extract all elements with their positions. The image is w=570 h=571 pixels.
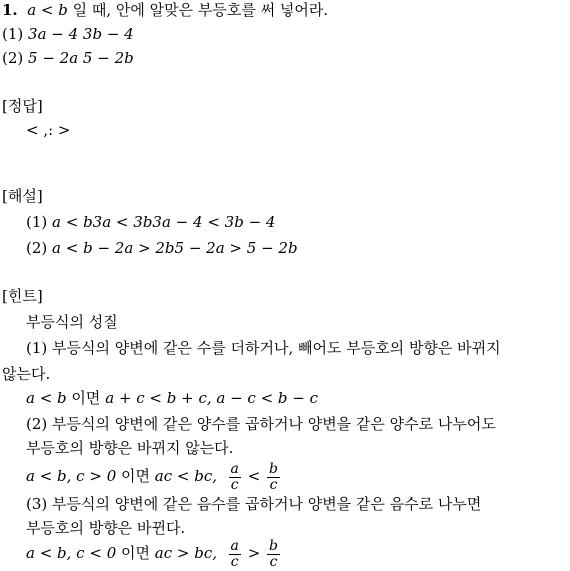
hint-rule-3-text-cont: 부등호의 방향은 바뀐다. — [26, 519, 186, 537]
inequality-symbol: > — [247, 544, 261, 562]
answer-content: < ,: > — [26, 121, 71, 139]
formula-result: ac < bc, — [154, 467, 217, 485]
problem-item-label: (1) — [2, 25, 24, 43]
problem-item-expr: 5 − 2a 5 − 2b — [28, 49, 134, 67]
formula-connector: 이면 — [116, 544, 155, 562]
explanation-header: [해설] — [2, 187, 43, 205]
formula-condition: a < b, c < 0 — [26, 544, 117, 562]
explanation-item-2 — [26, 238, 298, 258]
formula-result: ac > bc, — [154, 544, 217, 562]
problem-statement — [2, 0, 328, 20]
formula-connector: 이면 — [116, 467, 155, 485]
explanation-item-1 — [26, 212, 275, 232]
explanation-item-expr: a < b − 2a > 2b5 − 2a > 5 − 2b — [52, 239, 298, 257]
problem-instruction: 일 때, 안에 알맞은 부등호를 써 넣어라. — [67, 1, 329, 19]
explanation-item-expr: a < b3a < 3b3a − 4 < 3b − 4 — [52, 213, 276, 231]
inequality-symbol: < — [247, 467, 261, 485]
formula-connector: 이면 — [66, 389, 106, 407]
explanation-item-label: (2) — [26, 239, 48, 257]
hint-rule-1-text-cont: 않는다. — [2, 365, 51, 383]
fraction-right: $\frac{b}{c}$ — [269, 460, 279, 493]
hint-rule-2-text-cont: 부등호의 방향은 바뀌지 않는다. — [26, 439, 234, 457]
problem-item-label: (2) — [2, 49, 24, 67]
problem-item-1 — [2, 24, 134, 44]
answer-header: [정답] — [2, 97, 43, 115]
formula-condition: a < b — [26, 389, 67, 407]
problem-condition: a < b — [27, 1, 68, 19]
hint-rule-1-formula — [26, 388, 318, 408]
problem-item-expr: 3a − 4 3b − 4 — [28, 25, 134, 43]
problem-item-2 — [2, 48, 134, 68]
formula-condition: a < b, c > 0 — [26, 467, 117, 485]
explanation-item-label: (1) — [26, 213, 48, 231]
problem-number: 1. — [2, 1, 18, 19]
hint-rule-3-text: (3) 부등식의 양변에 같은 음수를 곱하거나 양변을 같은 음수로 나누면 — [26, 495, 482, 513]
hint-rule-2-formula — [26, 459, 282, 493]
hint-rule-1-text: (1) 부등식의 양변에 같은 수를 더하거나, 빼어도 부등호의 방향은 바뀌지 — [26, 339, 501, 357]
fraction-right: $\frac{b}{c}$ — [269, 537, 279, 570]
fraction-left: $\frac{a}{c}$ — [230, 460, 239, 493]
hint-rule-2-text: (2) 부등식의 양변에 같은 양수를 곱하거나 양변을 같은 양수로 나누어도 — [26, 415, 496, 433]
hint-title: 부등식의 성질 — [26, 313, 118, 331]
hint-rule-3-formula — [26, 536, 282, 570]
formula-result: a + c < b + c, a − c < b − c — [105, 389, 319, 407]
hint-header: [힌트] — [2, 287, 43, 305]
fraction-left: $\frac{a}{c}$ — [230, 537, 239, 570]
